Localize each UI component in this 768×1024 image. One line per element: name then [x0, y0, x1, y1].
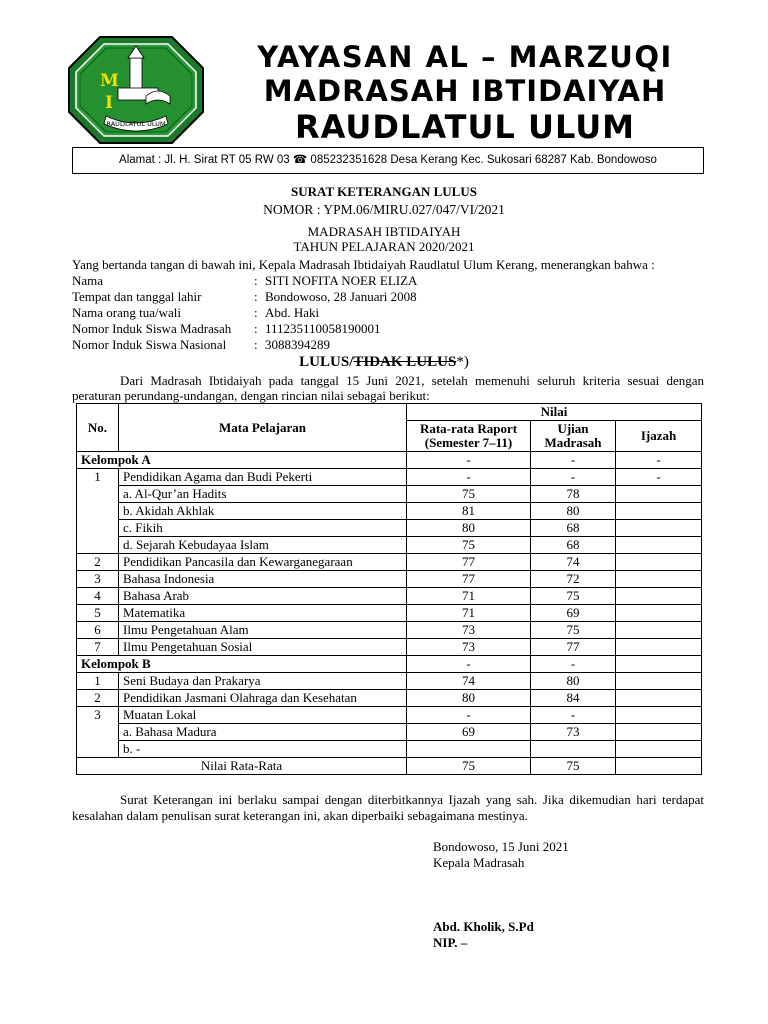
row-subject: c. Fikih: [119, 520, 407, 537]
row-ujian: [531, 741, 616, 758]
table-row: [77, 690, 702, 707]
student-label: Tempat dan tanggal lahir: [72, 289, 202, 304]
row-ijazah: [616, 537, 702, 554]
student-value: Bondowoso, 28 Januari 2008: [265, 289, 417, 304]
row-raport: -: [407, 469, 531, 486]
average-ijazah: [616, 758, 702, 775]
status-note: *): [456, 354, 469, 370]
row-ujian: 80: [531, 673, 616, 690]
row-ujian: -: [531, 707, 616, 724]
group-label: Kelompok B: [77, 656, 407, 673]
phone-icon: ☎: [292, 154, 308, 166]
row-number: [77, 537, 119, 554]
student-value: 3088394289: [265, 337, 330, 352]
header-raport: Rata-rata Raport (Semester 7–11): [407, 421, 531, 452]
row-ijazah: [616, 520, 702, 537]
foundation-name: YAYASAN AL – MARZUQI: [257, 40, 673, 74]
row-number: 6: [77, 622, 119, 639]
colon: :: [254, 305, 258, 320]
row-raport: 71: [407, 605, 531, 622]
table-row: [77, 605, 702, 622]
status-pass: LULUS/: [299, 354, 354, 370]
row-ijazah: [616, 707, 702, 724]
row-raport: 69: [407, 724, 531, 741]
row-subject: b. Akidah Akhlak: [119, 503, 407, 520]
row-subject: Pendidikan Pancasila dan Kewarganegaraan: [119, 554, 407, 571]
row-subject: Pendidikan Jasmani Olahraga dan Kesehatan: [119, 690, 407, 707]
colon: :: [254, 321, 258, 336]
school-label: MADRASAH IBTIDAIYAH: [307, 224, 461, 239]
row-ujian: 75: [531, 588, 616, 605]
row-ujian: 69: [531, 605, 616, 622]
graduation-status: [0, 353, 768, 371]
row-subject: a. Bahasa Madura: [119, 724, 407, 741]
student-label: Nama: [72, 273, 104, 288]
average-row: [77, 758, 702, 775]
row-ujian: 73: [531, 724, 616, 741]
row-ijazah: [616, 690, 702, 707]
table-row: [77, 469, 702, 486]
signature-nip: NIP. –: [433, 935, 468, 950]
row-ijazah: -: [616, 469, 702, 486]
row-raport: -: [407, 452, 531, 469]
group-label: Kelompok A: [77, 452, 407, 469]
row-subject: Seni Budaya dan Prakarya: [119, 673, 407, 690]
row-ijazah: [616, 656, 702, 673]
row-ujian: 75: [531, 622, 616, 639]
header-nilai: Nilai: [407, 404, 702, 421]
row-ujian: 68: [531, 520, 616, 537]
row-ijazah: [616, 724, 702, 741]
header-ijazah: Ijazah: [616, 421, 702, 452]
school-name: RAUDLATUL ULUM: [294, 108, 636, 146]
row-ijazah: [616, 571, 702, 588]
row-number: 1: [77, 469, 119, 486]
letter-title: SURAT KETERANGAN LULUS: [291, 184, 477, 199]
row-ijazah: [616, 486, 702, 503]
row-subject: Matematika: [119, 605, 407, 622]
grade-rows: [77, 452, 702, 758]
svg-text:I: I: [105, 93, 113, 113]
row-raport: 75: [407, 537, 531, 554]
row-ujian: 72: [531, 571, 616, 588]
row-ujian: 78: [531, 486, 616, 503]
table-row: [77, 673, 702, 690]
row-subject: Pendidikan Agama dan Budi Pekerti: [119, 469, 407, 486]
average-raport: 75: [407, 758, 531, 775]
colon: :: [254, 289, 258, 304]
row-ijazah: [616, 673, 702, 690]
student-value: 111235110058190001: [265, 321, 381, 336]
row-number: 7: [77, 639, 119, 656]
row-raport: 73: [407, 639, 531, 656]
address-box: [72, 147, 704, 174]
school-type: MADRASAH IBTIDAIYAH: [263, 74, 667, 108]
row-ujian: -: [531, 452, 616, 469]
row-number: 3: [77, 707, 119, 724]
signature-name: Abd. Kholik, S.Pd: [433, 919, 534, 934]
status-fail: TIDAK LULUS: [353, 354, 457, 370]
row-subject: d. Sejarah Kebudayaa Islam: [119, 537, 407, 554]
row-ujian: 84: [531, 690, 616, 707]
header-ujian: Ujian Madrasah: [531, 421, 616, 452]
svg-text:M: M: [100, 71, 119, 91]
row-raport: 75: [407, 486, 531, 503]
row-number: 3: [77, 571, 119, 588]
row-ijazah: [616, 639, 702, 656]
row-ijazah: [616, 588, 702, 605]
table-row: [77, 707, 702, 724]
row-raport: 77: [407, 571, 531, 588]
student-value: SITI NOFITA NOER ELIZA: [265, 273, 418, 288]
row-ujian: 68: [531, 537, 616, 554]
row-number: [77, 486, 119, 503]
row-number: [77, 520, 119, 537]
row-raport: 81: [407, 503, 531, 520]
row-number: 4: [77, 588, 119, 605]
row-ujian: 74: [531, 554, 616, 571]
table-row: [77, 571, 702, 588]
row-subject: a. Al-Qur’an Hadits: [119, 486, 407, 503]
school-logo: [66, 34, 206, 146]
row-subject: Bahasa Arab: [119, 588, 407, 605]
row-raport: 74: [407, 673, 531, 690]
row-number: [77, 724, 119, 741]
row-ujian: 77: [531, 639, 616, 656]
row-subject: Muatan Lokal: [119, 707, 407, 724]
header-no: No.: [77, 404, 119, 452]
table-row: [77, 741, 702, 758]
student-value: Abd. Haki: [265, 305, 320, 320]
signature-place-date: Bondowoso, 15 Juni 2021: [433, 839, 569, 854]
table-row: [77, 639, 702, 656]
row-subject: Ilmu Pengetahuan Alam: [119, 622, 407, 639]
signature-role: Kepala Madrasah: [433, 855, 525, 870]
table-row: [77, 520, 702, 537]
student-label: Nomor Induk Siswa Nasional: [72, 337, 227, 352]
table-row: [77, 503, 702, 520]
average-ujian: 75: [531, 758, 616, 775]
address-text: Alamat : Jl. H. Sirat RT 05 RW 03: [119, 154, 290, 166]
table-row: [77, 452, 702, 469]
table-row: [77, 724, 702, 741]
row-ijazah: -: [616, 452, 702, 469]
student-label: Nomor Induk Siswa Madrasah: [72, 321, 232, 336]
paragraph-intro: Dari Madrasah Ibtidaiyah pada tanggal 15 Juni 2021, setelah memenuhi seluruh kriteria sesuai dengan peraturan perundang-undangan, dengan rincian nilai sebagai berikut:: [72, 373, 704, 403]
intro-text: Yang bertanda tangan di bawah ini, Kepala Madrasah Ibtidaiyah Raudlatul Ulum Kerang, menerangkan bahwa :: [72, 257, 655, 272]
grades-table: [76, 403, 702, 775]
row-number: 2: [77, 554, 119, 571]
row-raport: 80: [407, 520, 531, 537]
table-row: [77, 554, 702, 571]
table-row: [77, 486, 702, 503]
colon: :: [254, 337, 258, 352]
paragraph-closing: Surat Keterangan ini berlaku sampai dengan diterbitkannya Ijazah yang sah. Jika dikemudian hari terdapat kesalahan dalam penulisan surat keterangan ini, akan diperbaiki sebagaimana mestinya.: [72, 792, 704, 823]
row-raport: 80: [407, 690, 531, 707]
letter-number: NOMOR : YPM.06/MIRU.027/047/VI/2021: [263, 202, 505, 217]
row-ujian: 80: [531, 503, 616, 520]
row-raport: [407, 741, 531, 758]
row-raport: 71: [407, 588, 531, 605]
row-ijazah: [616, 622, 702, 639]
colon: :: [254, 273, 258, 288]
address-phone: 085232351628 Desa Kerang Kec. Sukosari 68287 Kab. Bondowoso: [310, 154, 657, 166]
school-year: TAHUN PELAJARAN 2020/2021: [293, 239, 475, 254]
student-label: Nama orang tua/wali: [72, 305, 182, 320]
row-ijazah: [616, 503, 702, 520]
row-ujian: -: [531, 656, 616, 673]
table-row: [77, 656, 702, 673]
row-number: 2: [77, 690, 119, 707]
row-ijazah: [616, 741, 702, 758]
header-subject: Mata Pelajaran: [119, 404, 407, 452]
row-ijazah: [616, 605, 702, 622]
row-subject: b. -: [119, 741, 407, 758]
row-raport: 73: [407, 622, 531, 639]
row-ijazah: [616, 554, 702, 571]
row-number: [77, 503, 119, 520]
row-raport: -: [407, 707, 531, 724]
table-row: [77, 588, 702, 605]
row-raport: 77: [407, 554, 531, 571]
average-label: Nilai Rata-Rata: [77, 758, 407, 775]
row-ujian: -: [531, 469, 616, 486]
svg-text:RAUDLATUL ULUM: RAUDLATUL ULUM: [106, 120, 166, 128]
table-row: [77, 537, 702, 554]
row-number: [77, 741, 119, 758]
table-row: [77, 622, 702, 639]
row-number: 5: [77, 605, 119, 622]
row-number: 1: [77, 673, 119, 690]
row-raport: -: [407, 656, 531, 673]
row-subject: Ilmu Pengetahuan Sosial: [119, 639, 407, 656]
row-subject: Bahasa Indonesia: [119, 571, 407, 588]
